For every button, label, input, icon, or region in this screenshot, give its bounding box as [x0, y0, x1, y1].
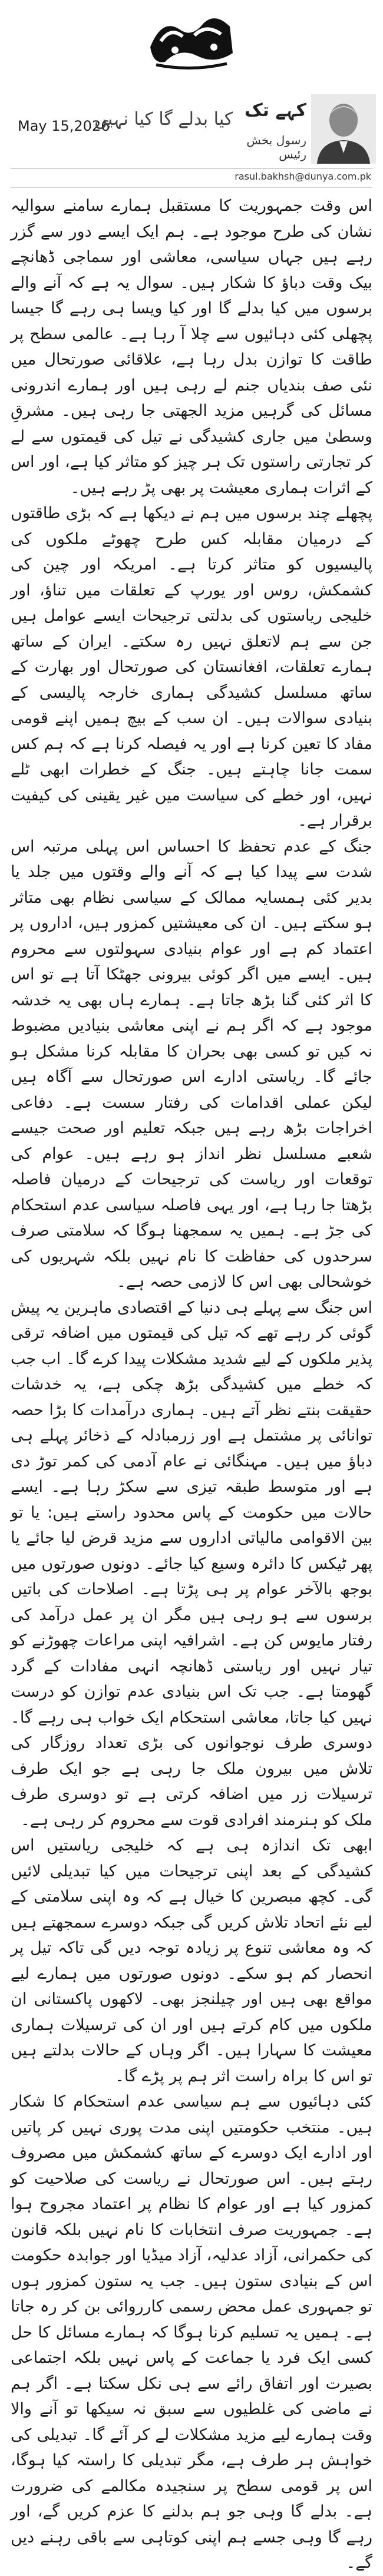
article-paragraph: ابھی تک اندازہ ہی ہے کہ خلیجی ریاستیں اس کشیدگی کے بعد اپنی ترجیحات میں کیا تبدیلی لائیں گی۔ کچھ مبصرین کا خیال ہے کہ وہ اپنی سلامتی کے لیے نئے اتحاد تلاش کریں گی جبکہ دوسرے سمجھتے ہیں کہ وہ معاشی تنوع پر زیادہ توجہ دیں گی تاکہ تیل پر انحصار کم ہو سکے۔ دونوں صورتوں میں ہمارے لیے مواقع بھی ہیں اور چیلنجز بھی۔ لاکھوں پاکستانی ان ملکوں میں کام کرتے ہیں اور ان کی ترسیلات ہماری معیشت کا سہارا ہیں۔ اگر وہاں کے حالات بدلتے ہیں تو اس کا براہ راست اثر ہم پر پڑے گا۔: [11, 1836, 372, 2085]
masthead: [0, 0, 383, 88]
article-paragraph: اس جنگ سے پہلے ہی دنیا کے اقتصادی ماہرین یہ پیش گوئی کر رہے تھے کہ تیل کی قیمتوں میں اضافہ ترقی پذیر ملکوں کے لیے شدید مشکلات پیدا کرے گا۔ اب جب کہ خطے میں کشیدگی بڑھ چکی ہے، یہ خدشات حقیقت بنتے نظر آتے ہیں۔ ہماری درآمدات کا بڑا حصہ توانائی پر مشتمل ہے اور زرمبادلہ کے ذخائر پہلے ہی دباؤ میں ہیں۔ مہنگائی نے عام آدمی کی کمر توڑ دی ہے اور متوسط طبقہ تیزی سے سکڑ رہا ہے۔ ایسے حالات میں حکومت کے پاس محدود راستے ہیں: یا تو بین الاقوامی مالیاتی اداروں سے مزید قرض لیا جائے یا پھر ٹیکس کا دائرہ وسیع کیا جائے۔ دونوں صورتوں میں بوجھ بالآخر عوام پر ہی پڑتا ہے۔ اصلاحات کی باتیں برسوں سے ہو رہی ہیں مگر ان پر عمل درآمد کی رفتار مایوس کن ہے۔ اشرافیہ اپنی مراعات چھوڑنے کو تیار نہیں اور ریاستی ڈھانچہ انہی مفادات کے گرد گھومتا ہے۔ جب تک اس بنیادی عدم توازن کو درست نہیں کیا جاتا، معاشی استحکام ایک خواب ہی رہے گا۔ دوسری طرف نوجوانوں کی بڑی تعداد روزگار کی تلاش میں بیرون ملک جا رہی ہے جو ایک طرف ترسیلات زر میں اضافہ کرتی ہے تو دوسری طرف ملک کو ہنرمند افرادی قوت سے محروم کر رہی ہے۔: [11, 1298, 372, 1829]
column-title: کیا بدلے گا کیا نہیں: [94, 109, 233, 130]
header-divider: [11, 168, 372, 169]
body-divider: [11, 187, 372, 188]
column-brand-name: کہے تک: [244, 100, 306, 121]
newspaper-logo-icon: [138, 6, 243, 75]
newspaper-logo: [138, 6, 243, 75]
article-paragraph: اس وقت جمہوریت کا مستقبل ہمارے سامنے سوالیہ نشان کی طرح موجود ہے۔ ہم ایک ایسے دور سے گزر رہے ہیں جہاں سیاسی، معاشی اور سماجی ڈھانچے بیک وقت دباؤ کا شکار ہیں۔ سوال یہ ہے کہ آنے والے برسوں میں کیا بدلے گا اور کیا ویسا ہی رہے گا جیسا پچھلی کئی دہائیوں سے چلا آ رہا ہے۔ عالمی سطح پر طاقت کا توازن بدل رہا ہے، علاقائی صورتحال میں نئی صف بندیاں جنم لے رہی ہیں اور ہمارے اندرونی مسائل کی گرہیں مزید الجھتی جا رہی ہیں۔ مشرقِ وسطیٰ میں جاری کشیدگی نے تیل کی قیمتوں سے لے کر تجارتی راستوں تک ہر چیز کو متاثر کیا ہے، اور اس کے اثرات ہماری معیشت پر بھی پڑ رہے ہیں۔: [11, 197, 372, 497]
article-paragraph: پچھلے چند برسوں میں ہم نے دیکھا ہے کہ بڑی طاقتوں کے درمیان مقابلہ کس طرح چھوٹے ملکوں کی پالیسیوں کو متاثر کرتا ہے۔ امریکہ اور چین کی کشمکش، روس اور یورپ کے تعلقات میں تناؤ، اور خلیجی ریاستوں کی بدلتی ترجیحات ایسے عوامل ہیں جن سے ہم لاتعلق نہیں رہ سکتے۔ ایران کے ساتھ ہمارے تعلقات، افغانستان کی صورتحال اور بھارت کے ساتھ مسلسل کشیدگی ہماری خارجہ پالیسی کے بنیادی سوالات ہیں۔ ان سب کے بیچ ہمیں اپنے قومی مفاد کا تعین کرنا ہے اور یہ فیصلہ کرنا ہے کہ ہم کس سمت جانا چاہتے ہیں۔ جنگ کے خطرات ابھی ٹلے نہیں، اور خطے کی سیاست میں غیر یقینی کی کیفیت برقرار ہے۔: [11, 504, 372, 830]
author-name: رسول بخش رئیس: [246, 133, 306, 161]
article-body: [11, 193, 372, 2572]
publish-date: May 15,2026: [18, 118, 110, 134]
author-portrait-icon: [311, 94, 376, 164]
author-card: [224, 94, 376, 165]
article-paragraph: جنگ کے عدم تحفظ کا احساس اس پہلی مرتبہ اس شدت سے پیدا کیا ہے کہ آنے والے وقتوں میں جلد یا بدیر کئی ہمسایہ ممالک کے سیاسی نظام بھی متاثر ہو سکتے ہیں۔ ان کی معیشتیں کمزور ہیں، اداروں پر اعتماد کم ہے اور عوام بنیادی سہولتوں سے محروم ہیں۔ ایسے میں اگر کوئی بیرونی جھٹکا آتا ہے تو اس کا اثر کئی گنا بڑھ جاتا ہے۔ ہمارے ہاں بھی یہ خدشہ موجود ہے کہ اگر ہم نے اپنی معاشی بنیادیں مضبوط نہ کیں تو کسی بھی بحران کا مقابلہ کرنا مشکل ہو جائے گا۔ ریاستی ادارے اس صورتحال سے آگاہ ہیں لیکن عملی اقدامات کی رفتار سست ہے۔ دفاعی اخراجات بڑھ رہے ہیں جبکہ تعلیم اور صحت جیسے شعبے مسلسل نظر انداز ہو رہے ہیں۔ عوام کی توقعات اور ریاست کی ترجیحات کے درمیان فاصلہ بڑھتا جا رہا ہے، اور یہی فاصلہ سیاسی عدم استحکام کی جڑ ہے۔ ہمیں یہ سمجھنا ہوگا کہ سلامتی صرف سرحدوں کی حفاظت کا نام نہیں بلکہ شہریوں کی خوشحالی بھی اس کا لازمی حصہ ہے۔: [11, 837, 372, 1291]
author-email: rasul.bakhsh@dunya.com.pk: [235, 171, 371, 182]
author-photo: [311, 94, 376, 164]
article-paragraph: کئی دہائیوں سے ہم سیاسی عدم استحکام کا شکار ہیں۔ منتخب حکومتیں اپنی مدت پوری نہیں کر پاتیں اور ادارے ایک دوسرے کے ساتھ کشمکش میں مصروف رہتے ہیں۔ اس صورتحال نے ریاست کی صلاحیت کو کمزور کیا ہے اور عوام کا نظام پر اعتماد مجروح ہوا ہے۔ جمہوریت صرف انتخابات کا نام نہیں بلکہ قانون کی حکمرانی، آزاد عدلیہ، آزاد میڈیا اور جوابدہ حکومت اس کے بنیادی ستون ہیں۔ جب یہ ستون کمزور ہوں تو جمہوری عمل محض رسمی کارروائی بن کر رہ جاتا ہے۔ ہمیں یہ تسلیم کرنا ہوگا کہ ہمارے مسائل کا حل کسی ایک فرد یا جماعت کے پاس نہیں بلکہ اجتماعی بصیرت اور اتفاق رائے سے ہی نکل سکتا ہے۔ اگر ہم نے ماضی کی غلطیوں سے سبق نہ سیکھا تو آنے والا وقت ہمارے لیے مزید مشکلات لے کر آئے گا۔ تبدیلی کی خواہش ہر طرف ہے، مگر تبدیلی کا راستہ کیا ہوگا، اس پر قومی سطح پر سنجیدہ مکالمے کی ضرورت ہے۔ بدلے گا وہی جو ہم بدلنے کا عزم کریں گے، اور رہے گا وہی جسے ہم اپنی کوتاہی سے باقی رہنے دیں گے۔: [11, 2092, 372, 2572]
